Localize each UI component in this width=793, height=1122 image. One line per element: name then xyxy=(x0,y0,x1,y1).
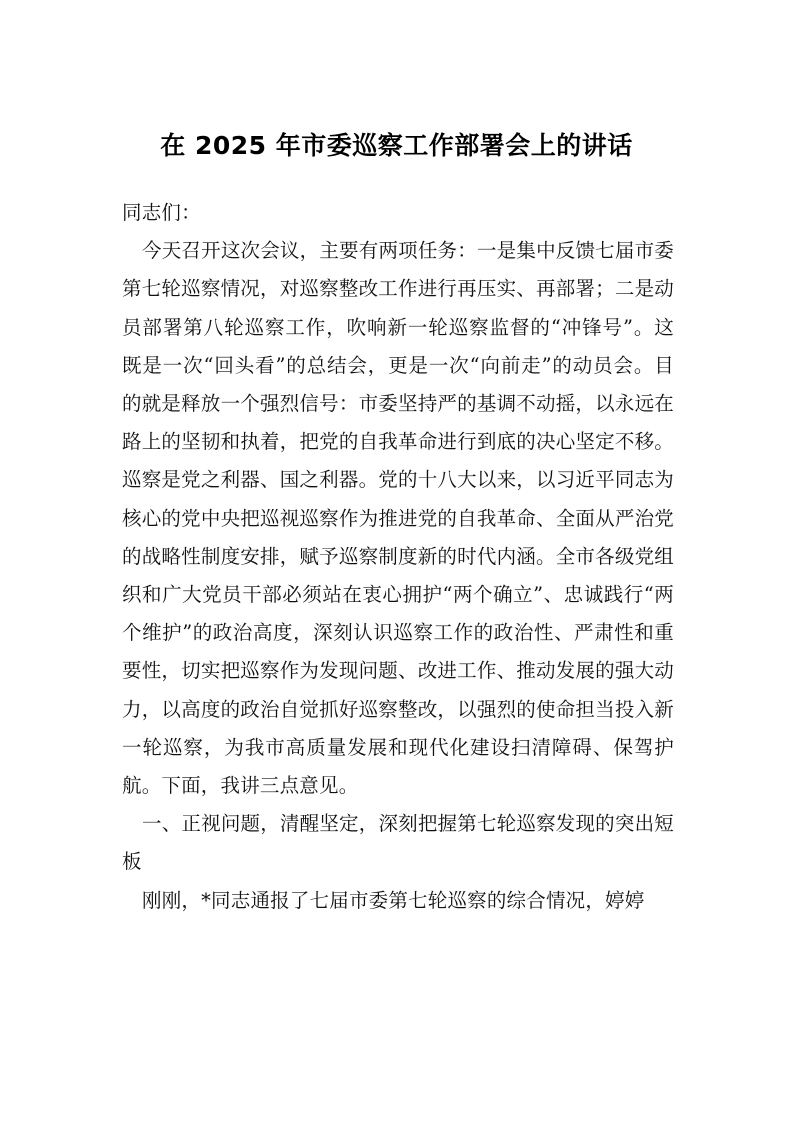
section-heading-1: 一、正视问题，清醒坚定，深刻把握第七轮巡察发现的突出短板 xyxy=(122,812,674,874)
paragraph-section-1: 刚刚，*同志通报了七届市委第七轮巡察的综合情况，婷婷 xyxy=(142,888,645,912)
document-title: 在 2025 年市委巡察工作部署会上的讲话 xyxy=(160,131,633,160)
paragraph-intro: 今天召开这次会议，主要有两项任务：一是集中反馈七届市委第七轮巡察情况，对巡察整改工作进行再压实、再部署；二是动员部署第八轮巡察工作，吹响新一轮巡察监督的“冲锋号”。这既是一次“回头看”的总结会，更是一次“向前走”的动员会。目的就是释放一个强烈信号：市委坚持严的基调不动摇，以永远在路上的坚韧和执着，把党的自我革命进行到底的决心坚定不移。巡察是党之利器、国之利器。党的十八大以来，以习近平同志为核心的党中央把巡视巡察作为推进党的自我革命、全面从严治党的战略性制度安排，赋予巡察制度新的时代内涵。全市各级党组织和广大党员干部必须站在衷心拥护“两个确立”、忠诚践行“两个维护”的政治高度，深刻认识巡察工作的政治性、严肃性和重要性，切实把巡察作为发现问题、改进工作、推动发展的强大动力，以高度的政治自觉抓好巡察整改，以强烈的使命担当投入新一轮巡察，为我市高质量发展和现代化建设扫清障碍、保驾护航。下面，我讲三点意见。 xyxy=(122,239,674,798)
salutation: 同志们： xyxy=(122,201,201,224)
document-body xyxy=(122,194,674,920)
